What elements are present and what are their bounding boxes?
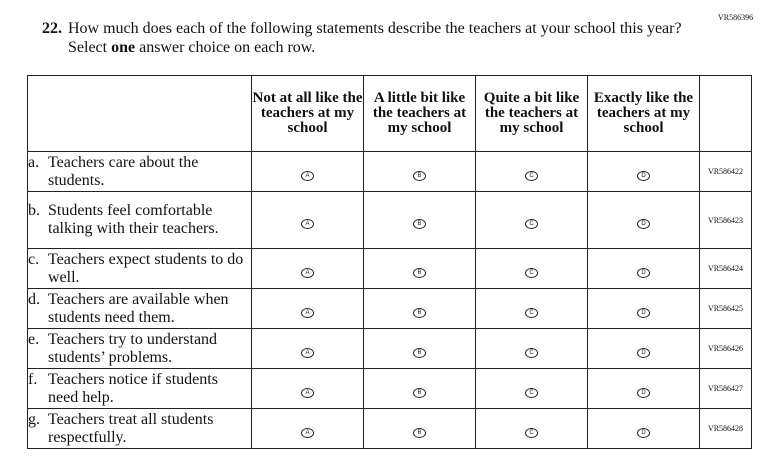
statement-text: Teachers expect students to do well. xyxy=(48,250,244,286)
option-cell xyxy=(252,369,364,409)
option-cell xyxy=(364,369,476,409)
row-variable-id: VR586425 xyxy=(700,289,752,329)
column-header-d: Exactly like the teachers at my school xyxy=(588,76,700,152)
statement-letter: b. xyxy=(28,202,40,219)
answer-bubble-c[interactable]: C xyxy=(525,428,538,438)
answer-bubble-a[interactable]: A xyxy=(301,171,314,181)
option-cell xyxy=(252,409,364,449)
statement-letter: a. xyxy=(28,153,40,171)
statement-cell xyxy=(28,192,252,249)
statement-text: Teachers care about the students. xyxy=(48,153,199,189)
table-row xyxy=(28,369,752,409)
answer-bubble-a[interactable]: A xyxy=(301,388,314,398)
question-id: VR586396 xyxy=(718,13,754,22)
answer-bubble-c[interactable]: C xyxy=(525,219,538,229)
option-cell xyxy=(588,329,700,369)
row-variable-id: VR586422 xyxy=(700,152,752,192)
answer-bubble-a[interactable]: A xyxy=(301,348,314,358)
table-row xyxy=(28,249,752,289)
answer-bubble-c[interactable]: C xyxy=(525,308,538,318)
option-cell xyxy=(588,192,700,249)
answer-bubble-d[interactable]: D xyxy=(637,388,650,398)
column-header-c: Quite a bit like the teachers at my school xyxy=(476,76,588,152)
row-variable-id: VR586428 xyxy=(700,409,752,449)
answer-bubble-b[interactable]: B xyxy=(413,428,426,438)
header-blank-cell xyxy=(28,76,252,152)
column-header-b: A little bit like the teachers at my school xyxy=(364,76,476,152)
answer-bubble-c[interactable]: C xyxy=(525,348,538,358)
question-text-before: How much does each of the following statements describe the teachers at your school this year? Select xyxy=(68,20,682,56)
statement-cell xyxy=(28,289,252,329)
option-cell xyxy=(364,329,476,369)
question-emphasis: one xyxy=(111,39,136,56)
answer-bubble-d[interactable]: D xyxy=(637,171,650,181)
row-variable-id: VR586426 xyxy=(700,329,752,369)
row-variable-id: VR586423 xyxy=(700,192,752,249)
question-text-after: answer choice on each row. xyxy=(135,39,316,56)
answer-bubble-c[interactable]: C xyxy=(525,388,538,398)
option-cell xyxy=(364,192,476,249)
row-variable-id: VR586427 xyxy=(700,369,752,409)
statement-letter: e. xyxy=(28,330,40,348)
answer-bubble-b[interactable]: B xyxy=(413,308,426,318)
option-cell xyxy=(588,289,700,329)
option-cell xyxy=(588,152,700,192)
statement-letter: d. xyxy=(28,290,40,308)
option-cell xyxy=(364,249,476,289)
statement-cell xyxy=(28,249,252,289)
statement-text: Teachers are available when students need them. xyxy=(48,290,229,326)
answer-bubble-b[interactable]: B xyxy=(413,171,426,181)
statement-cell xyxy=(28,369,252,409)
statement-text: Teachers try to understand students’ problems. xyxy=(48,330,218,366)
answer-bubble-a[interactable]: A xyxy=(301,308,314,318)
statement-letter: g. xyxy=(28,410,40,428)
option-cell xyxy=(364,409,476,449)
answer-bubble-b[interactable]: B xyxy=(413,268,426,278)
question-text xyxy=(68,19,702,57)
option-cell xyxy=(476,192,588,249)
answer-bubble-c[interactable]: C xyxy=(525,268,538,278)
option-cell xyxy=(252,329,364,369)
row-variable-id: VR586424 xyxy=(700,249,752,289)
option-cell xyxy=(476,289,588,329)
statement-cell xyxy=(28,329,252,369)
statement-letter: f. xyxy=(28,370,38,388)
option-cell xyxy=(252,289,364,329)
answer-bubble-c[interactable]: C xyxy=(525,171,538,181)
statement-cell xyxy=(28,409,252,449)
answer-bubble-b[interactable]: B xyxy=(413,388,426,398)
statement-text: Students feel comfortable talking with their teachers. xyxy=(48,202,219,237)
option-cell xyxy=(476,329,588,369)
table-row xyxy=(28,192,752,249)
answer-bubble-d[interactable]: D xyxy=(637,219,650,229)
answer-bubble-d[interactable]: D xyxy=(637,308,650,318)
statement-cell xyxy=(28,152,252,192)
option-cell xyxy=(252,152,364,192)
option-cell xyxy=(476,369,588,409)
option-cell xyxy=(588,249,700,289)
option-cell xyxy=(364,289,476,329)
table-row xyxy=(28,329,752,369)
column-header-a: Not at all like the teachers at my school xyxy=(252,76,364,152)
answer-bubble-a[interactable]: A xyxy=(301,268,314,278)
header-id-cell xyxy=(700,76,752,152)
option-cell xyxy=(588,369,700,409)
option-cell xyxy=(252,249,364,289)
answer-bubble-d[interactable]: D xyxy=(637,268,650,278)
answer-bubble-a[interactable]: A xyxy=(301,428,314,438)
option-cell xyxy=(476,152,588,192)
statement-letter: c. xyxy=(28,250,40,268)
option-cell xyxy=(476,249,588,289)
answer-bubble-b[interactable]: B xyxy=(413,219,426,229)
question-prompt xyxy=(42,19,702,57)
response-grid xyxy=(27,75,752,449)
answer-bubble-d[interactable]: D xyxy=(637,428,650,438)
question-number: 22. xyxy=(42,20,62,37)
statement-text: Teachers notice if students need help. xyxy=(48,370,218,406)
statement-text: Teachers treat all students respectfully. xyxy=(48,410,214,446)
answer-bubble-b[interactable]: B xyxy=(413,348,426,358)
table-row xyxy=(28,152,752,192)
answer-bubble-d[interactable]: D xyxy=(637,348,650,358)
answer-bubble-a[interactable]: A xyxy=(301,219,314,229)
option-cell xyxy=(476,409,588,449)
option-cell xyxy=(364,152,476,192)
grid-header-row xyxy=(28,76,752,152)
table-row xyxy=(28,409,752,449)
option-cell xyxy=(588,409,700,449)
option-cell xyxy=(252,192,364,249)
table-row xyxy=(28,289,752,329)
